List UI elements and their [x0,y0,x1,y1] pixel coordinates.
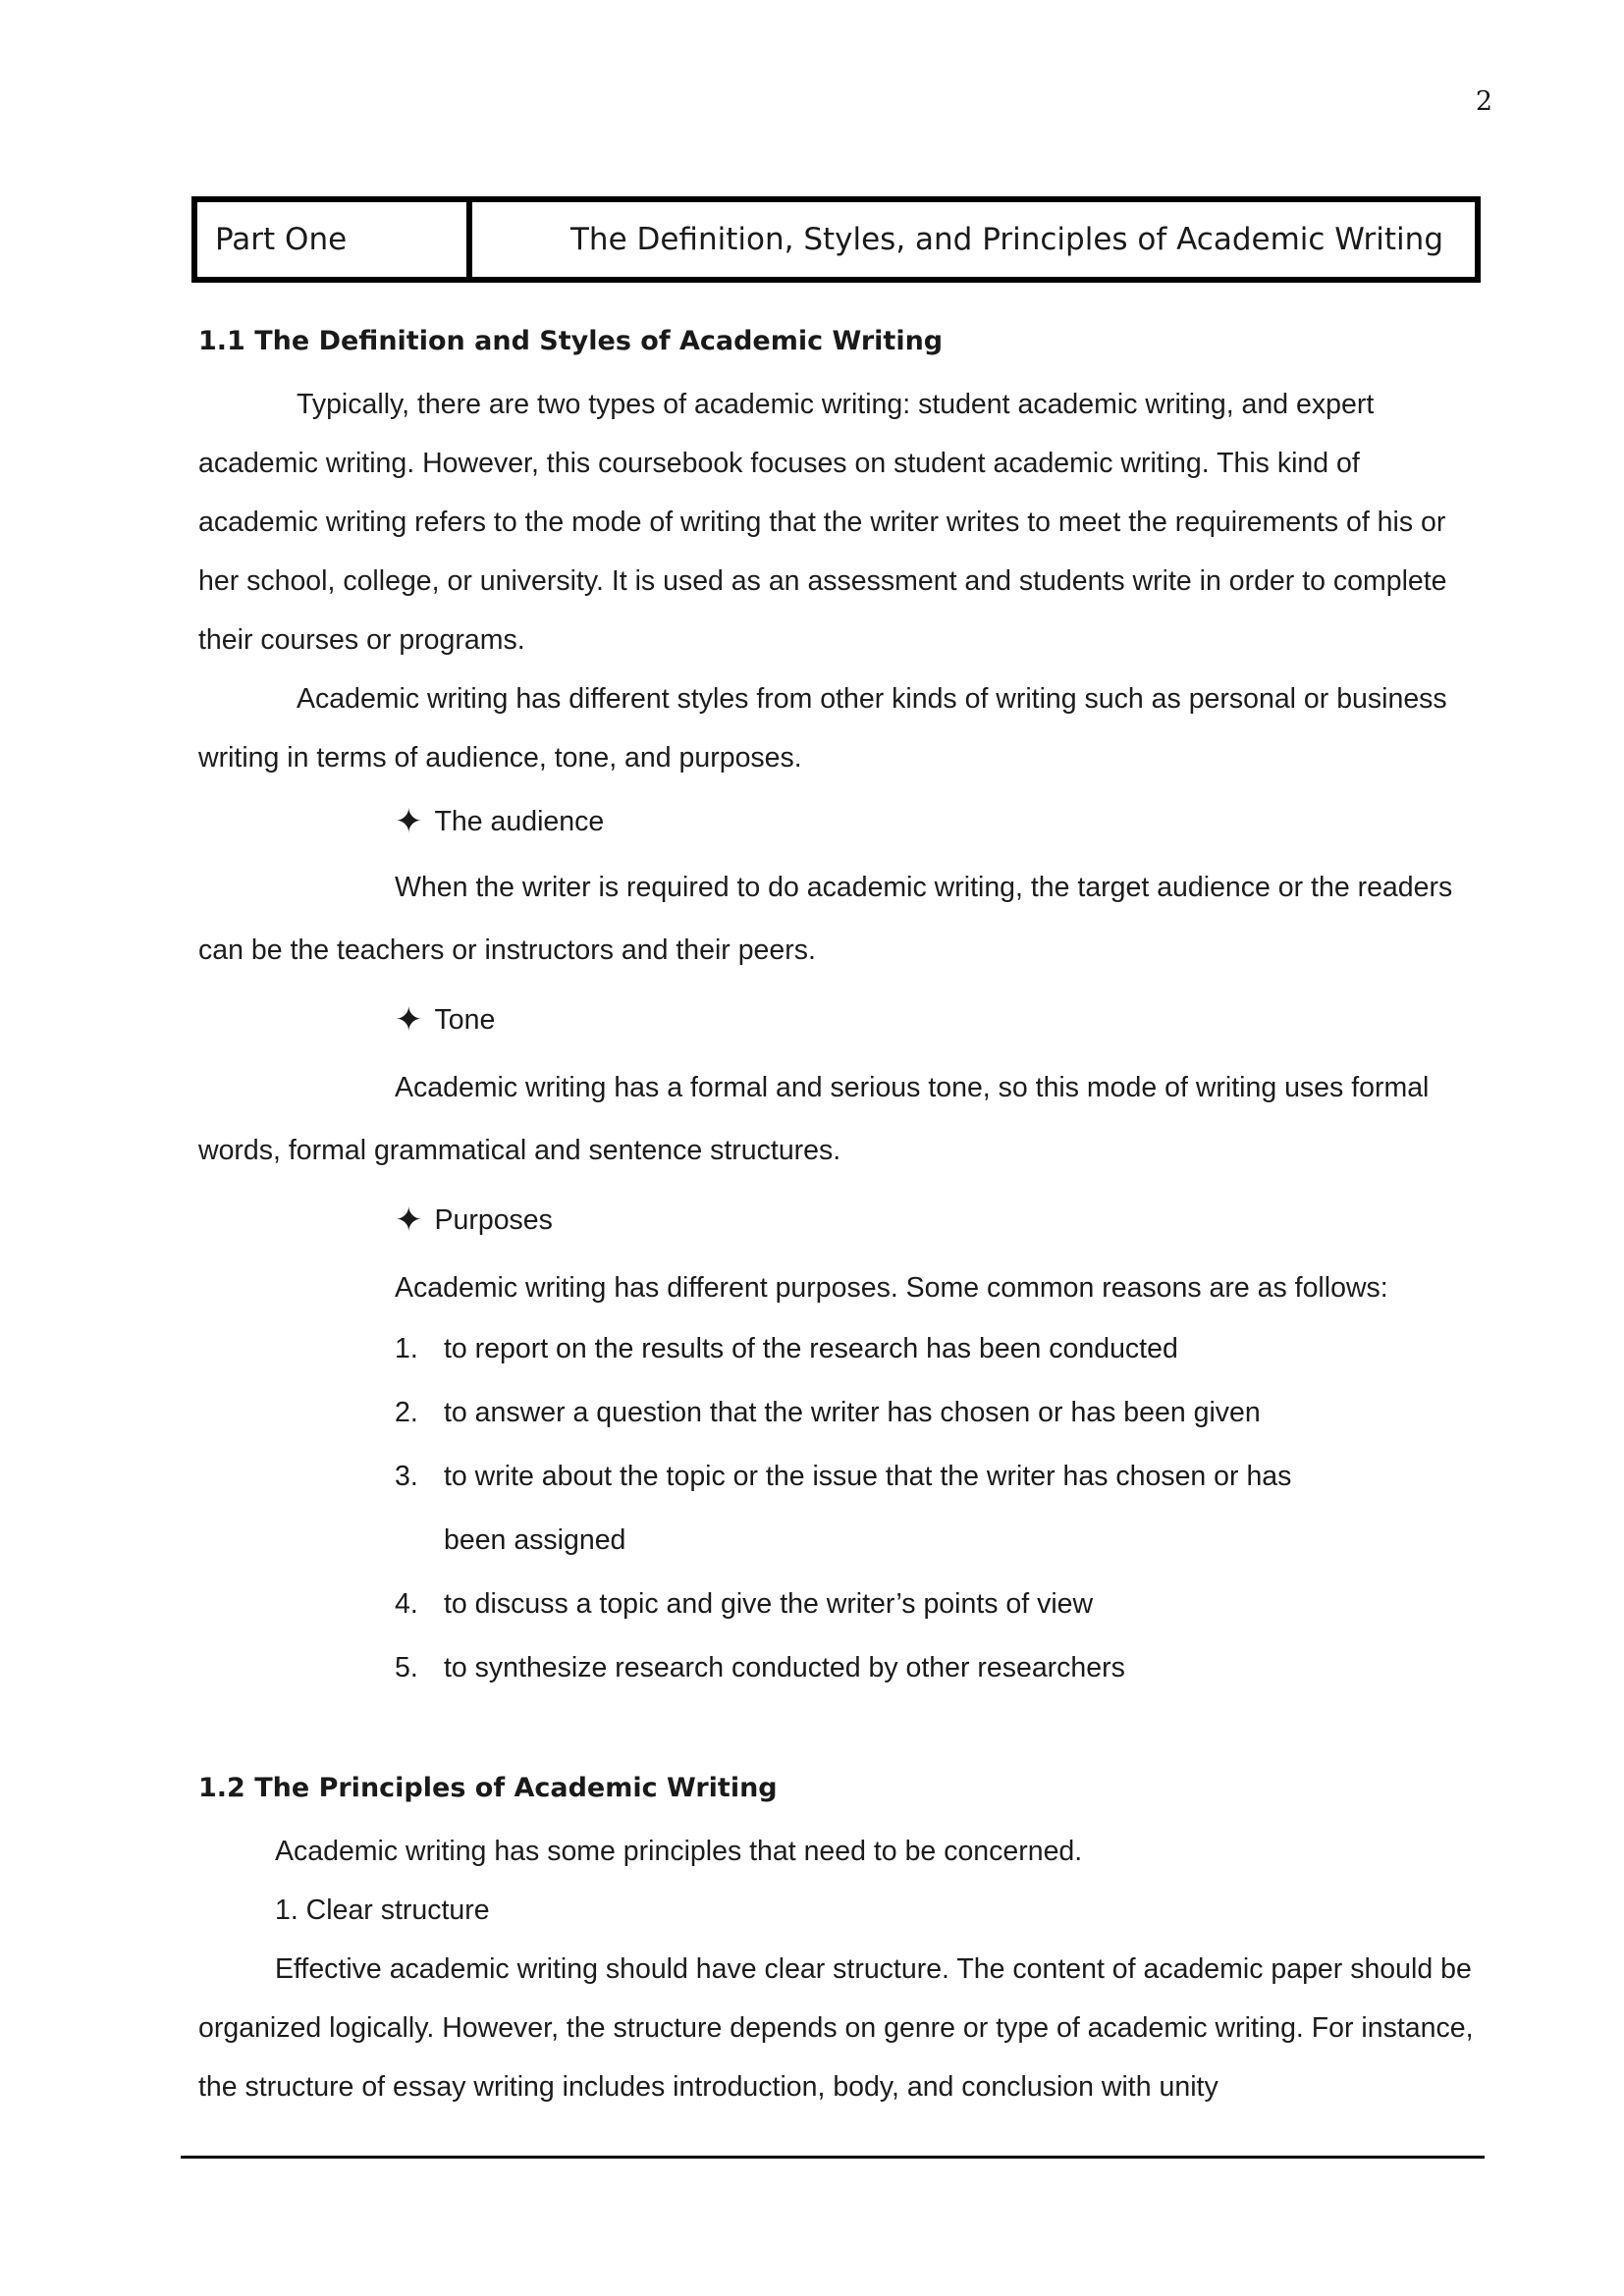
list-item-text: to synthesize research conducted by other researchers [444,1652,1125,1683]
section-1-paragraph-1-block [198,375,1485,787]
star-icon: ✦ [395,1001,423,1039]
purposes-label: Purposes [434,1203,553,1236]
list-item-number: 4. [395,1588,418,1620]
page-number: 2 [1475,86,1492,117]
purposes-bullet [395,1203,553,1237]
section-2-body [198,1822,1485,2116]
section-2-heading: 1.2 The Principles of Academic Writing [198,1773,778,1803]
list-item-text: to answer a question that the writer has chosen or has been given [444,1397,1261,1428]
list-item-number: 3. [395,1461,418,1492]
audience-text-block [198,856,1485,982]
audience-text: When the writer is required to do academic writing, the target audience or the readers can be the teachers or instructors and their peers. [198,872,1453,966]
list-item [395,1381,1485,1445]
audience-label: The audience [434,805,605,837]
list-item-text: to report on the results of the research has been conducted [444,1333,1178,1364]
list-item [395,1636,1485,1700]
list-item [395,1317,1485,1381]
list-item-number: 5. [395,1652,418,1683]
tone-text: Academic writing has a formal and serious tone, so this mode of writing uses formal words, formal grammatical and sentence structures. [198,1072,1430,1166]
tone-text-block [198,1056,1485,1182]
purposes-intro-block [395,1256,1485,1319]
section-1-paragraph-2: Academic writing has different styles from other kinds of writing such as personal or business writing in terms of audience, tone, and purposes. [198,683,1447,774]
star-icon: ✦ [395,1201,423,1239]
star-icon: ✦ [395,803,423,840]
audience-bullet [395,805,604,838]
section-1-heading: 1.1 The Definition and Styles of Academic Writing [198,326,944,356]
list-item-number: 2. [395,1397,418,1428]
purposes-list [395,1317,1485,1700]
section-1-paragraph-1: Typically, there are two types of academic writing: student academic writing, and expert academic writing. However, this coursebook focuses on student academic writing. This kind of academic writing refers to the mode of writing that the writer writes to meet the requirements of his or her school, college, or university. It is used as an assessment and students write in order to complete their courses or programs. [198,389,1447,656]
list-item-number: 1. [395,1333,418,1364]
list-item-text: to discuss a topic and give the writer’s points of view [444,1588,1094,1620]
footer-rule [181,2156,1485,2159]
part-header [191,196,1481,283]
tone-label: Tone [434,1003,496,1036]
part-label: Part One [197,202,472,277]
purposes-intro: Academic writing has different purposes. Some common reasons are as follows: [395,1272,1388,1304]
section-2-paragraph-1: Effective academic writing should have clear structure. The content of academic paper should be organized logically. However, the structure depends on genre or type of academic writing. For instance, the structure of essay writing includes introduction, body, and conclusion with unity [198,1953,1474,2103]
section-2-subheading-clear-structure: 1. Clear structure [275,1895,490,1926]
list-item [395,1573,1485,1636]
tone-bullet [395,1003,495,1037]
list-item-text: to write about the topic or the issue that the writer has chosen or has been assigned [444,1461,1292,1556]
part-title: The Definition, Styles, and Principles of Academic Writing [569,222,1443,257]
list-item [395,1445,1485,1573]
section-2-intro: Academic writing has some principles that need to be concerned. [275,1836,1083,1867]
